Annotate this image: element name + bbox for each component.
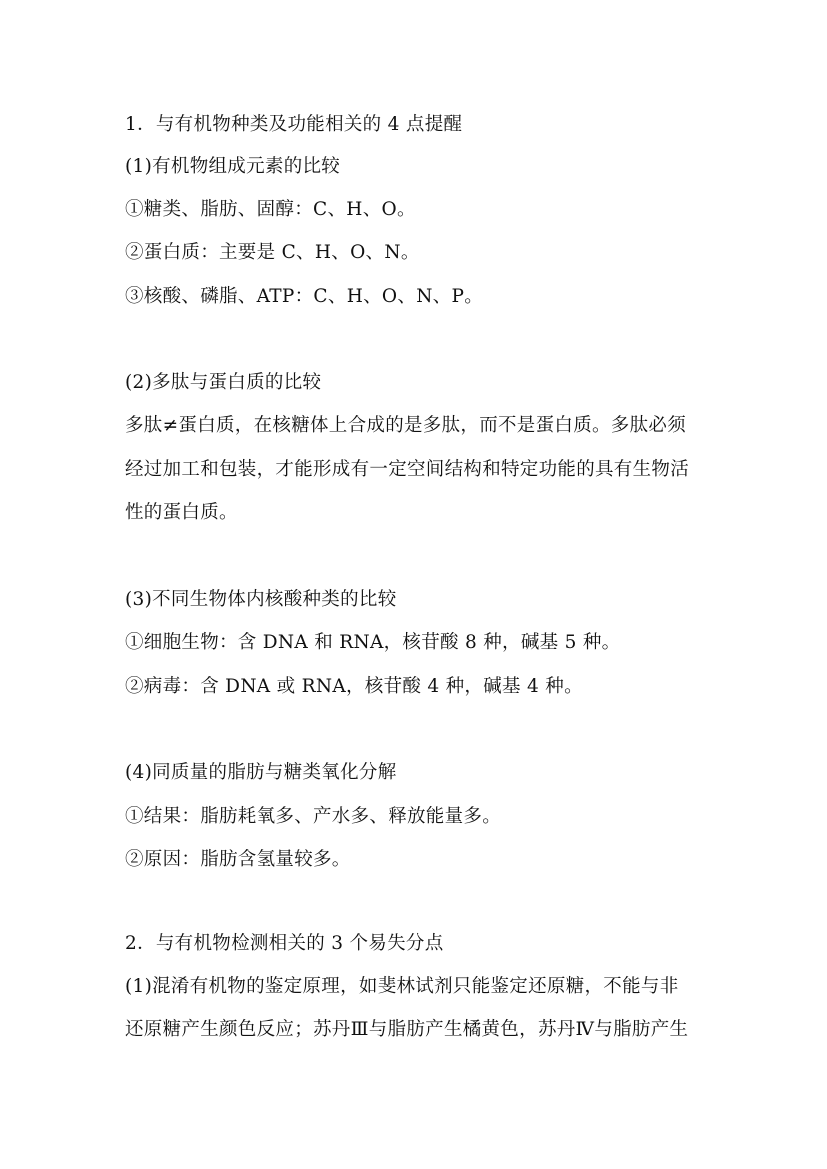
list-item: ②原因：脂肪含氢量较多。 [125,849,351,870]
list-item: ②病毒：含 DNA 或 RNA，核苷酸 4 种，碱基 4 种。 [125,676,583,697]
paragraph-line: 经过加工和包装，才能形成有一定空间结构和特定功能的具有生物活 [125,459,690,480]
list-item: ②蛋白质：主要是 C、H、O、N。 [125,242,420,263]
subsection-2-title: (2)多肽与蛋白质的比较 [125,372,322,393]
list-item: ③核酸、磷脂、ATP：C、H、O、N、P。 [125,286,484,307]
list-item: ①细胞生物：含 DNA 和 RNA，核苷酸 8 种，碱基 5 种。 [125,632,621,653]
paragraph-line: (1)混淆有机物的鉴定原理，如斐林试剂只能鉴定还原糖，不能与非 [125,976,679,997]
section-2-heading: 2．与有机物检测相关的 3 个易失分点 [125,933,444,954]
paragraph-line: 还原糖产生颜色反应；苏丹Ⅲ与脂肪产生橘黄色，苏丹Ⅳ与脂肪产生 [125,1019,689,1040]
section-1-heading: 1．与有机物种类及功能相关的 4 点提醒 [125,114,463,135]
paragraph-line: 多肽≠蛋白质，在核糖体上合成的是多肽，而不是蛋白质。多肽必须 [125,415,687,436]
subsection-1-title: (1)有机物组成元素的比较 [125,156,341,177]
list-item: ①糖类、脂肪、固醇：C、H、O。 [125,199,416,220]
paragraph-line: 性的蛋白质。 [125,502,238,523]
subsection-3-title: (3)不同生物体内核酸种类的比较 [125,589,397,610]
list-item: ①结果：脂肪耗氧多、产水多、释放能量多。 [125,806,502,827]
subsection-4-title: (4)同质量的脂肪与糖类氧化分解 [125,762,397,783]
